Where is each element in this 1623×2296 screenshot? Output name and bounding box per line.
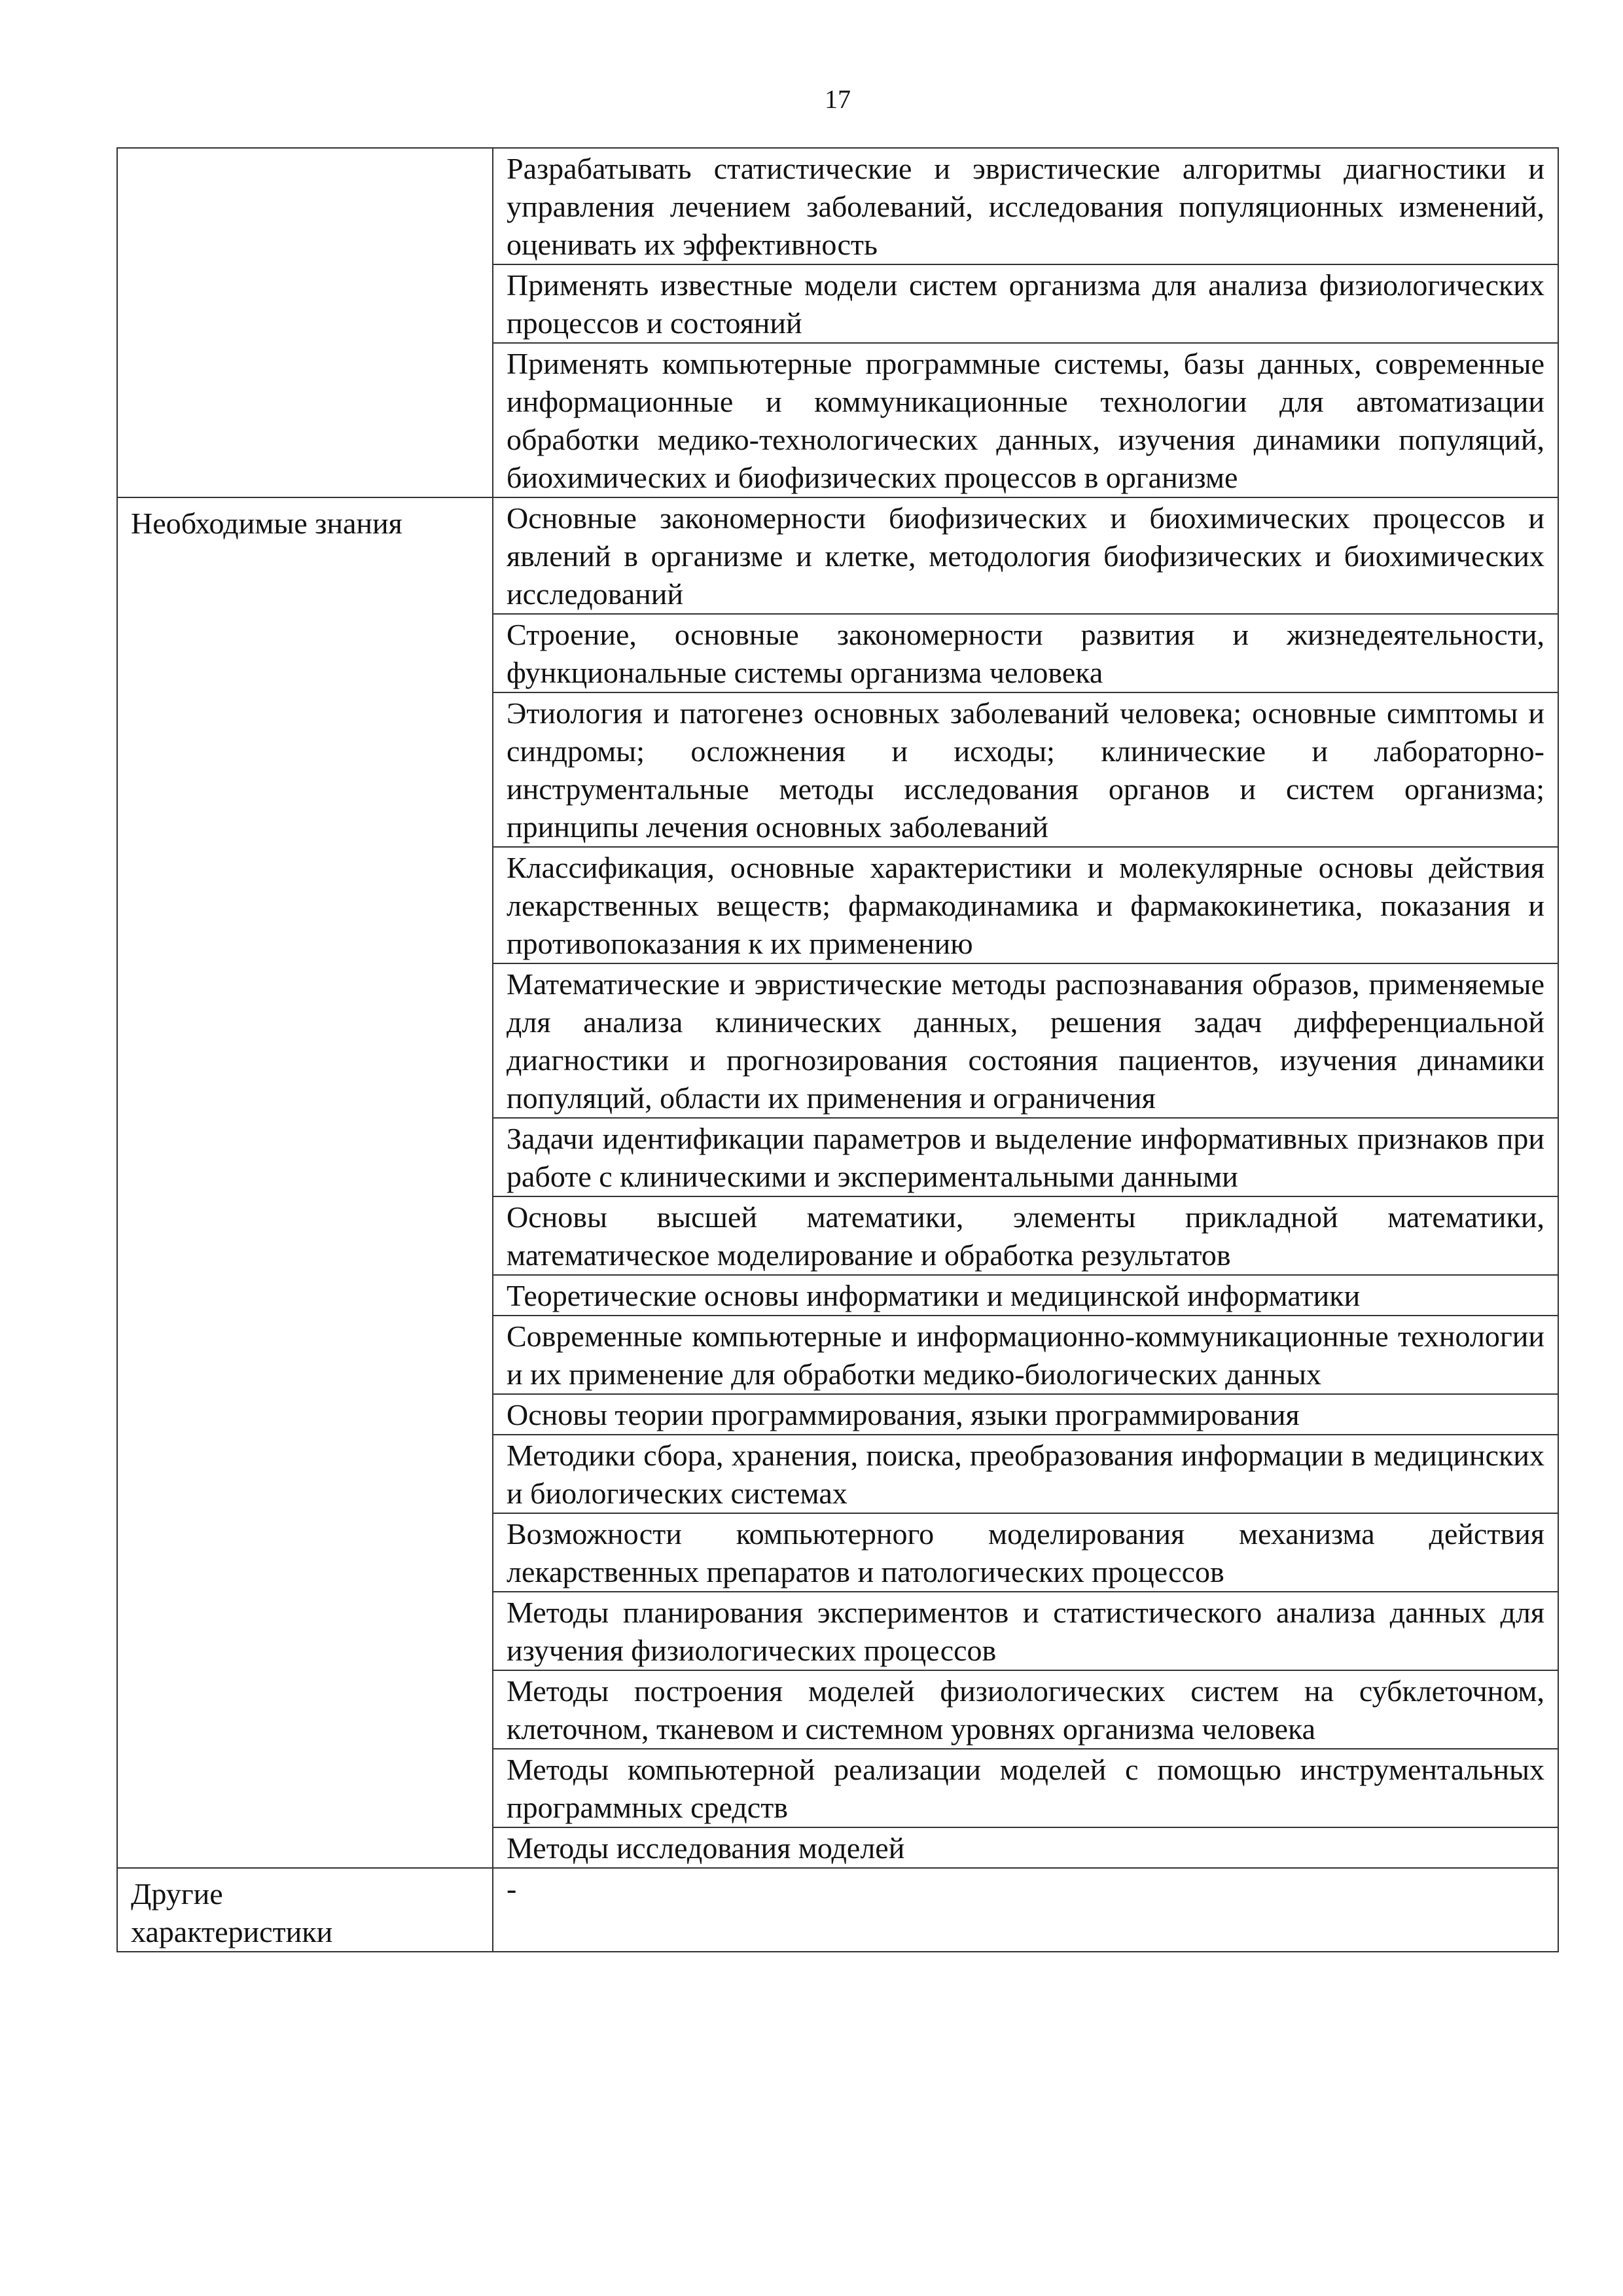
- table-cell: Основы высшей математики, элементы прикладной математики, математическое моделирование и обработка результатов: [493, 1196, 1558, 1275]
- table-cell: Этиология и патогенез основных заболеваний человека; основные симптомы и синдромы; осложнения и исходы; клинические и лабораторно-инструментальные методы исследования органов и систем организма; принципы лечения основных заболеваний: [493, 692, 1558, 847]
- table-row: [117, 148, 1558, 264]
- table-cell: Методы компьютерной реализации моделей с помощью инструментальных программных средств: [493, 1749, 1558, 1827]
- row-label: [117, 148, 493, 497]
- table-cell: Методы планирования экспериментов и статистического анализа данных для изучения физиологических процессов: [493, 1592, 1558, 1670]
- table-row: [117, 497, 1558, 614]
- table-cell: Возможности компьютерного моделирования механизма действия лекарственных препаратов и патологических процессов: [493, 1513, 1558, 1592]
- table-cell: Разрабатывать статистические и эвристические алгоритмы диагностики и управления лечением заболеваний, исследования популяционных изменений, оценивать их эффективность: [493, 148, 1558, 264]
- table-cell: Основные закономерности биофизических и биохимических процессов и явлений в организме и клетке, методология биофизических и биохимических исследований: [493, 497, 1558, 614]
- table-cell: Применять компьютерные программные системы, базы данных, современные информационные и коммуникационные технологии для автоматизации обработки медико-технологических данных, изучения динамики популяций, биохимических и биофизических процессов в организме: [493, 343, 1558, 497]
- table-row: [117, 1868, 1558, 1952]
- table-cell: Применять известные модели систем организма для анализа физиологических процессов и состояний: [493, 264, 1558, 343]
- table-cell: Методы исследования моделей: [493, 1827, 1558, 1868]
- table-cell: Современные компьютерные и информационно-коммуникационные технологии и их применение для обработки медико-биологических данных: [493, 1316, 1558, 1394]
- table-cell: Основы теории программирования, языки программирования: [493, 1394, 1558, 1435]
- table-cell: Методы построения моделей физиологических систем на субклеточном, клеточном, тканевом и системном уровнях организма человека: [493, 1670, 1558, 1749]
- row-label: Другие характеристики: [117, 1868, 493, 1952]
- table-cell: Классификация, основные характеристики и молекулярные основы действия лекарственных веществ; фармакодинамика и фармакокинетика, показания и противопоказания к их применению: [493, 847, 1558, 963]
- table-cell: Задачи идентификации параметров и выделение информативных признаков при работе с клиническими и экспериментальными данными: [493, 1118, 1558, 1196]
- table-cell: -: [493, 1868, 1558, 1952]
- table-cell: Математические и эвристические методы распознавания образов, применяемые для анализа клинических данных, решения задач дифференциальной диагностики и прогнозирования состояния пациентов, изучения динамики популяций, области их применения и ограничения: [493, 963, 1558, 1118]
- table-cell: Строение, основные закономерности развития и жизнедеятельности, функциональные системы организма человека: [493, 614, 1558, 692]
- table-cell: Методики сбора, хранения, поиска, преобразования информации в медицинских и биологических системах: [493, 1435, 1558, 1513]
- page-number: 17: [825, 84, 851, 114]
- row-label: Необходимые знания: [117, 497, 493, 1868]
- table-cell: Теоретические основы информатики и медицинской информатики: [493, 1275, 1558, 1316]
- requirements-table: [116, 147, 1559, 1952]
